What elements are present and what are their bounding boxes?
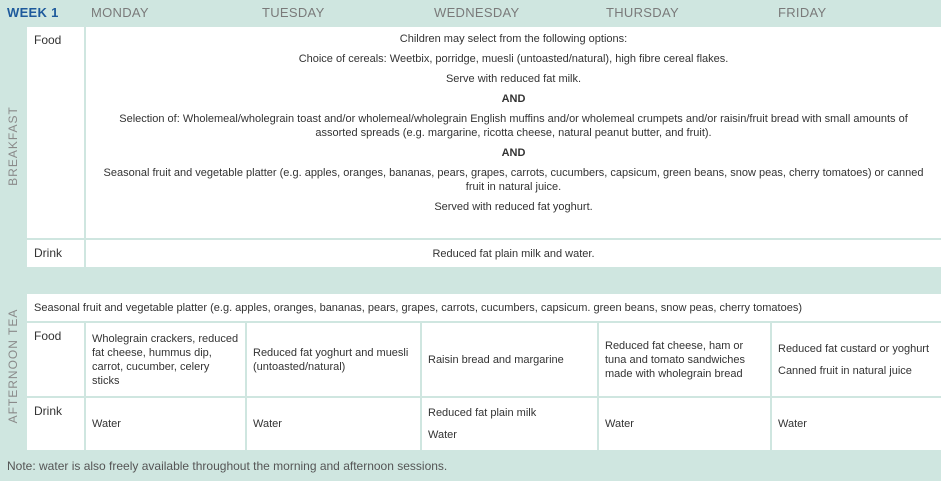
breakfast-drink: Reduced fat plain milk and water. bbox=[432, 247, 595, 260]
breakfast-fruit-platter: Seasonal fruit and vegetable platter (e.g. apples, oranges, bananas, pears, grapes, carrots, cucumbers, capsicum, green beans, snow peas, cherry tomatoes) or canned fruit in natural juice. bbox=[103, 167, 924, 193]
breakfast-and-1: AND bbox=[501, 93, 526, 105]
afternoon-food-monday-text: Wholegrain crackers, reduced fat cheese, hummus dip, carrot, cucumber, celery sticks bbox=[92, 332, 239, 387]
afternoon-drink-label: Drink bbox=[27, 398, 84, 450]
week-label: WEEK 1 bbox=[7, 5, 59, 20]
afternoon-drink-friday bbox=[772, 398, 941, 450]
header-row bbox=[0, 0, 941, 26]
afternoon-drink-tuesday bbox=[247, 398, 420, 450]
day-monday: MONDAY bbox=[91, 5, 149, 20]
breakfast-bread-selection: Selection of: Wholemeal/wholegrain toast and/or wholemeal/wholegrain English muffins and/or wholemeal crumpets and/or raisin/fruit bread with small amounts of assorted spreads (e.g. margarine, ricotta cheese, natural peanut butter, and fruit). bbox=[119, 113, 908, 139]
afternoon-drink-monday bbox=[86, 398, 245, 450]
afternoon-drink-wednesday bbox=[422, 398, 597, 450]
breakfast-yoghurt: Served with reduced fat yoghurt. bbox=[434, 201, 593, 213]
afternoon-food-friday-text-2: Canned fruit in natural juice bbox=[778, 364, 912, 377]
breakfast-and-2: AND bbox=[501, 147, 526, 159]
day-tuesday: TUESDAY bbox=[262, 5, 325, 20]
afternoon-drink-thursday bbox=[599, 398, 770, 450]
footer-note: Note: water is also freely available throughout the morning and afternoon sessions. bbox=[7, 459, 448, 473]
afternoon-drink-tuesday-text: Water bbox=[253, 418, 282, 430]
afternoon-drink-friday-text: Water bbox=[778, 418, 807, 430]
afternoon-food-friday bbox=[772, 323, 941, 396]
day-wednesday: WEDNESDAY bbox=[434, 5, 520, 20]
breakfast-drink-label: Drink bbox=[27, 240, 84, 267]
breakfast-intro: Children may select from the following options: bbox=[399, 33, 628, 45]
afternoon-food-wednesday bbox=[422, 323, 597, 396]
breakfast-food-cell bbox=[86, 27, 941, 238]
afternoon-drink-thursday-text: Water bbox=[605, 418, 634, 430]
breakfast-milk: Serve with reduced fat milk. bbox=[445, 73, 582, 85]
afternoon-food-tuesday bbox=[247, 323, 420, 396]
breakfast-drink-cell bbox=[86, 240, 941, 267]
breakfast-section-label: BREAKFAST bbox=[6, 106, 20, 186]
afternoon-drink-wednesday-text-2: Water bbox=[428, 429, 457, 441]
day-friday: FRIDAY bbox=[778, 5, 827, 20]
afternoon-tea-section-label: AFTERNOON TEA bbox=[6, 308, 20, 424]
afternoon-platter-cell bbox=[27, 294, 941, 321]
breakfast-cereals: Choice of cereals: Weetbix, porridge, muesli (untoasted/natural), high fibre cereal flakes. bbox=[298, 53, 729, 65]
day-thursday: THURSDAY bbox=[606, 5, 679, 20]
afternoon-drink-wednesday-text-1: Reduced fat plain milk bbox=[428, 407, 537, 419]
afternoon-food-monday bbox=[86, 323, 245, 396]
afternoon-food-wednesday-text: Raisin bread and margarine bbox=[428, 353, 564, 366]
afternoon-platter: Seasonal fruit and vegetable platter (e.g. apples, oranges, bananas, pears, grapes, carrots, cucumbers, capsicum. green beans, snow peas, cherry tomatoes) bbox=[34, 301, 802, 314]
afternoon-food-tuesday-text: Reduced fat yoghurt and muesli (untoasted/natural) bbox=[253, 346, 409, 373]
afternoon-food-thursday-text: Reduced fat cheese, ham or tuna and tomato sandwiches made with wholegrain bread bbox=[605, 339, 746, 380]
afternoon-food-label: Food bbox=[27, 323, 84, 396]
afternoon-food-friday-text-1: Reduced fat custard or yoghurt bbox=[778, 342, 930, 355]
afternoon-food-thursday bbox=[599, 323, 770, 396]
afternoon-drink-monday-text: Water bbox=[92, 418, 121, 430]
breakfast-food-label: Food bbox=[27, 27, 84, 238]
